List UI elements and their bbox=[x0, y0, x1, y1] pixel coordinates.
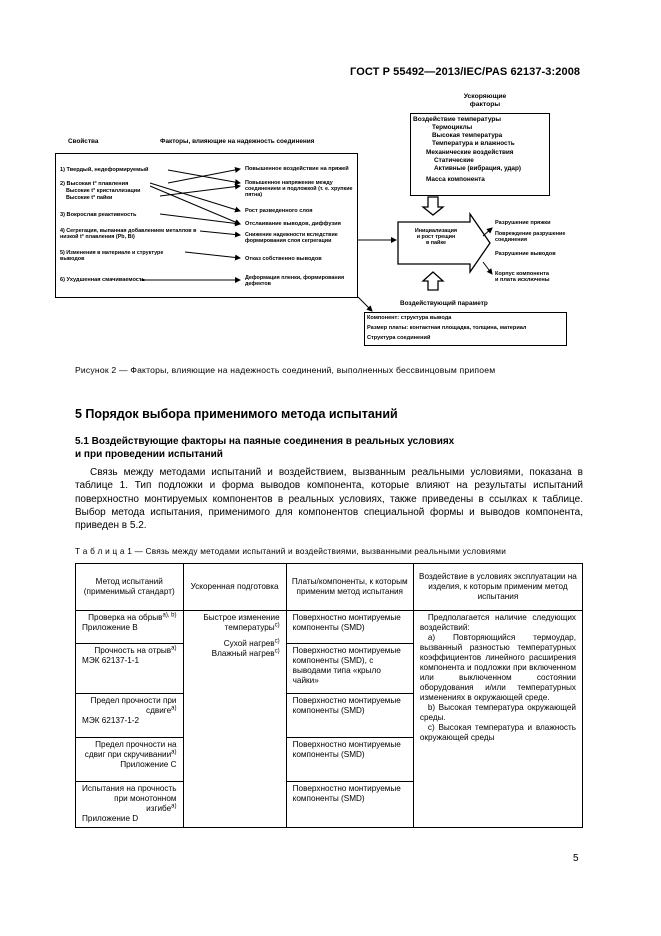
impact-text: c) Высокая температура и влажность окружающей среды bbox=[419, 723, 576, 742]
footnote-ref: a) bbox=[171, 803, 177, 810]
footnote-ref: a), b) bbox=[162, 612, 177, 619]
param-title: Воздействующий параметр bbox=[400, 300, 488, 307]
factor-item: Отказ собственно выводов bbox=[245, 256, 322, 262]
result-item: Разрушение выводов bbox=[495, 251, 556, 257]
footnote-ref: a) bbox=[171, 705, 177, 712]
document-header: ГОСТ Р 55492—2013/IEC/PAS 62137-3:2008 bbox=[350, 66, 581, 78]
cell-prep bbox=[183, 611, 286, 828]
prop-item: 4) Сегрегация, выпанная добавлением металлов в низкой t° плавления (Pb, Bi) bbox=[60, 228, 197, 241]
prop-item: Высокие t° пайки bbox=[66, 195, 113, 201]
footnote-ref: a) bbox=[171, 645, 177, 652]
accel-item: Воздействие температуры bbox=[413, 116, 502, 123]
th-method: Метод испытаний (применимый стандарт) bbox=[76, 564, 184, 611]
boards-text: Поверхностно монтируемые компоненты (SMD), с выводами типа «крыло чайки» bbox=[292, 646, 401, 685]
subsection-heading-line: и при проведении испытаний bbox=[75, 448, 223, 460]
figure-caption: Рисунок 2 — Факторы, влияющие на надежность соединений, выполненных бессвинцовым припоем bbox=[75, 365, 496, 375]
cell-boards bbox=[286, 782, 413, 828]
accel-item: Механические воздействия bbox=[426, 149, 514, 156]
cell-method bbox=[76, 611, 184, 644]
method-name: Предел прочности при сдвиге bbox=[90, 696, 177, 715]
table-header-row bbox=[76, 564, 583, 611]
figure-reliability-factors bbox=[0, 0, 661, 380]
table-row bbox=[76, 611, 583, 644]
method-name: Прочность на отрыв bbox=[94, 646, 172, 655]
accel-item: Высокая температура bbox=[432, 132, 503, 139]
method-name: Испытания на прочность при монотонном изгибе bbox=[82, 784, 177, 813]
footnote-ref: a) bbox=[171, 749, 177, 756]
cell-boards bbox=[286, 694, 413, 738]
boards-text: Поверхностно монтируемые компоненты (SMD) bbox=[292, 784, 401, 803]
center-box-text: Инициализация и рост трещин в пайке bbox=[414, 228, 458, 247]
body-paragraph bbox=[75, 466, 583, 532]
impact-text: b) Высокая температура окружающей среды. bbox=[419, 703, 576, 722]
method-name: Проверка на обрыв bbox=[88, 613, 163, 622]
factor-item: Рост разведенного слоя bbox=[245, 208, 313, 214]
result-extra: Корпус компонента и плата исключены bbox=[495, 271, 550, 284]
cell-impact bbox=[413, 611, 582, 828]
accel-item: Термоциклы bbox=[432, 124, 473, 131]
accel-item: Активные (вибрация, удар) bbox=[434, 165, 522, 172]
th-boards: Платы/компоненты, к которым применим метод испытания bbox=[286, 564, 413, 611]
prop-item: 6) Ухудшенная смачиваемость bbox=[60, 277, 146, 283]
prop-item: Высокие t° кристаллизации bbox=[66, 188, 141, 194]
section-heading: 5 Порядок выбора применимого метода испытаний bbox=[75, 407, 398, 421]
page-number: 5 bbox=[573, 853, 579, 864]
cell-boards bbox=[286, 611, 413, 644]
footnote-ref: c) bbox=[274, 622, 280, 629]
factor-item: Повышенное воздействие на пряжей bbox=[245, 166, 349, 172]
factor-item: Деформация пленки, формирования дефектов bbox=[245, 275, 345, 288]
subsection-heading-line: 5.1 Воздействующие факторы на паяные соединения в реальных условиях bbox=[75, 436, 455, 447]
col-factors: Факторы, влияющие на надежность соединения bbox=[160, 138, 315, 145]
boards-text: Поверхностно монтируемые компоненты (SMD) bbox=[292, 740, 401, 759]
prop-item: 3) Вокрослав реактивность bbox=[60, 212, 137, 218]
table-caption: Т а б л и ц а 1 — Связь между методами испытаний и воздействиями, вызванными реальными условиями bbox=[75, 546, 507, 556]
param-item: Компонент: структура вывода bbox=[367, 315, 452, 321]
accel-item: Температура и влажность bbox=[432, 140, 515, 147]
impact-text: Предполагается наличие следующих воздействий: bbox=[419, 613, 576, 632]
param-item: Размер платы: контактная площадка, толщина, материал bbox=[367, 325, 527, 331]
factor-item: Повышенное напряжение между соединением и подложкой (т. е. хрупкие пятна) bbox=[245, 180, 353, 199]
th-prep: Ускоренная подготовка bbox=[183, 564, 286, 611]
cell-method bbox=[76, 738, 184, 782]
result-item: Разрушение пряжки bbox=[495, 220, 551, 226]
impact-text: a) Повторяющийся термоудар, вызванный разностью температурных коэффициентов линейного расширения компонента и подложки при включенном или выключенном состоянии оборудования и/или температурных изменениях в окружающей среде. bbox=[419, 633, 576, 702]
th-impact: Воздействие в условиях эксплуатации на изделия, к которым применим метод испытания bbox=[413, 564, 582, 611]
factor-item: Снижение надежности вследствие формирования слоя сегрегации bbox=[245, 232, 338, 245]
prep-item: Быстрое изменение температуры bbox=[203, 613, 280, 632]
body-paragraph-text: Связь между методами испытаний и воздействием, вызванным реальными условиями, показана в таблице 1. Тип подложки и форма выводов компонента, которые влияют на результаты испытаний поверхностно монтируемых компонентов в реальных условиях, также приведены в ссылках к таблице. Выбор метода испытания, применимого для компонентов специальной формы и выводов компонента, приведен в 5.2. bbox=[75, 467, 583, 532]
footnote-ref: c) bbox=[274, 648, 280, 655]
subsection-heading bbox=[75, 436, 454, 461]
boards-text: Поверхностно монтируемые компоненты (SMD) bbox=[292, 613, 401, 632]
cell-method bbox=[76, 694, 184, 738]
accel-title: Ускоряющие факторы bbox=[463, 93, 507, 108]
method-standard: МЭК 62137-1-1 bbox=[82, 656, 140, 665]
accel-item: Масса компонента bbox=[426, 176, 485, 183]
prop-item: 2) Высокая t° плавления bbox=[60, 181, 129, 187]
footnote-ref: c) bbox=[274, 638, 280, 645]
method-standard: Приложение B bbox=[82, 623, 138, 632]
prep-item: Влажный нагрев bbox=[211, 649, 275, 658]
boards-text: Поверхностно монтируемые компоненты (SMD) bbox=[292, 696, 401, 715]
method-standard: Приложение C bbox=[120, 760, 177, 769]
table-1 bbox=[75, 563, 583, 828]
prep-item: Сухой нагрев bbox=[223, 639, 275, 648]
col-properties: Свойства bbox=[68, 138, 99, 145]
cell-boards bbox=[286, 738, 413, 782]
factor-item: Отслаивание выводов, диффузия bbox=[245, 221, 341, 227]
method-standard: МЭК 62137-1-2 bbox=[82, 716, 140, 725]
accel-item: Статические bbox=[434, 157, 474, 164]
prop-item: 1) Твердый, недеформируемый bbox=[60, 167, 149, 173]
result-item: Повреждение разрушение соединения bbox=[495, 231, 566, 244]
prop-item: 5) Изменения в материале и структуре выводов bbox=[60, 250, 164, 263]
param-item: Структура соединений bbox=[367, 335, 431, 341]
cell-method bbox=[76, 782, 184, 828]
method-standard: Приложение D bbox=[82, 814, 139, 823]
cell-boards bbox=[286, 644, 413, 694]
method-name: Предел прочности на сдвиг при скручивании bbox=[84, 740, 177, 759]
cell-method bbox=[76, 644, 184, 694]
